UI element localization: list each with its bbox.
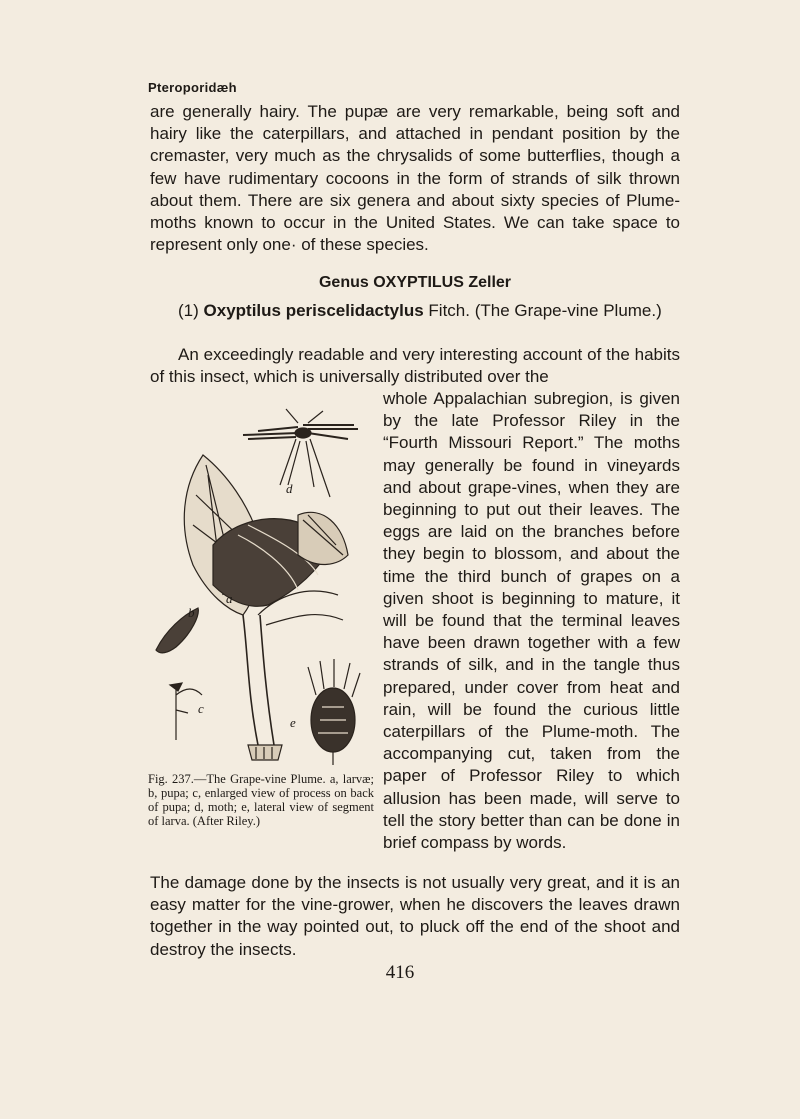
species-number: (1) [178,301,199,320]
closing-paragraph: The damage done by the insects is not usually very great, and it is an easy matter for the vine-grower, when he discovers the leaves drawn together in the way pointed out, to pluck off the end of the shoot and destroy the insects. [150,873,680,959]
page-number: 416 [385,962,415,983]
species-common-name: (The Grape-vine Plume.) [474,301,662,320]
side-column-text: whole Appalachian subregion, is given by the late Professor Riley in the “Fourth Missouri Report.” The moths may generally be found in vineyards and about grape-vines, when they are beginning to put out their leaves. The eggs are laid on the branches before they begin to blossom, and about the time the third bunch of grapes on a given shoot is beginning to mature, it will be found that the terminal leaves have been drawn together with a few strands of silk, and in the tangle thus prepared, under cover from heat and rain, will be found the curious little caterpillars of the Plume-moth. The accompanying cut, taken from the paper of Professor Riley to which allusion has been made, will serve to tell the story better than can be done in brief compass by words. [383,389,680,853]
label-d: d [286,481,293,496]
moth-drawing [243,409,358,497]
intro-paragraph: are generally hairy. The pupæ are very remarkable, being soft and hairy like the caterpillars, and attached in pendant position by the cremaster, very much as the chrysalids of some butterflies, though a few have rudimentary cocoons in the form of strands of silk thrown about them. There are six genera and about sixty species of Plume-moths known to occur in the United States. We can take space to represent only one· of these species. [150,102,680,255]
label-c: c [198,701,204,716]
genus-heading: Genus OXYPTILUS Zeller [318,274,512,291]
running-head: Pteroporidæh [148,80,237,95]
label-e: e [290,715,296,730]
figure-caption: Fig. 237.—The Grape-vine Plume. a, larvæ; b, pupa; c, enlarged view of process on back of pupa; d, moth; e, lateral view of segment of larva. (After Riley.) [148,772,374,828]
species-authority: Fitch. [428,301,470,320]
larva-segment-drawing [308,659,360,765]
label-a: a [226,591,233,606]
species-entry [150,300,680,322]
species-name: Oxyptilus periscelidactylus [203,301,424,320]
label-b: b [188,605,195,620]
grape-vine-plume-figure [148,395,374,765]
account-intro: An exceedingly readable and very interesting account of the habits of this insect, which is universally distributed over the [150,345,680,387]
engraving-illustration [148,395,374,765]
